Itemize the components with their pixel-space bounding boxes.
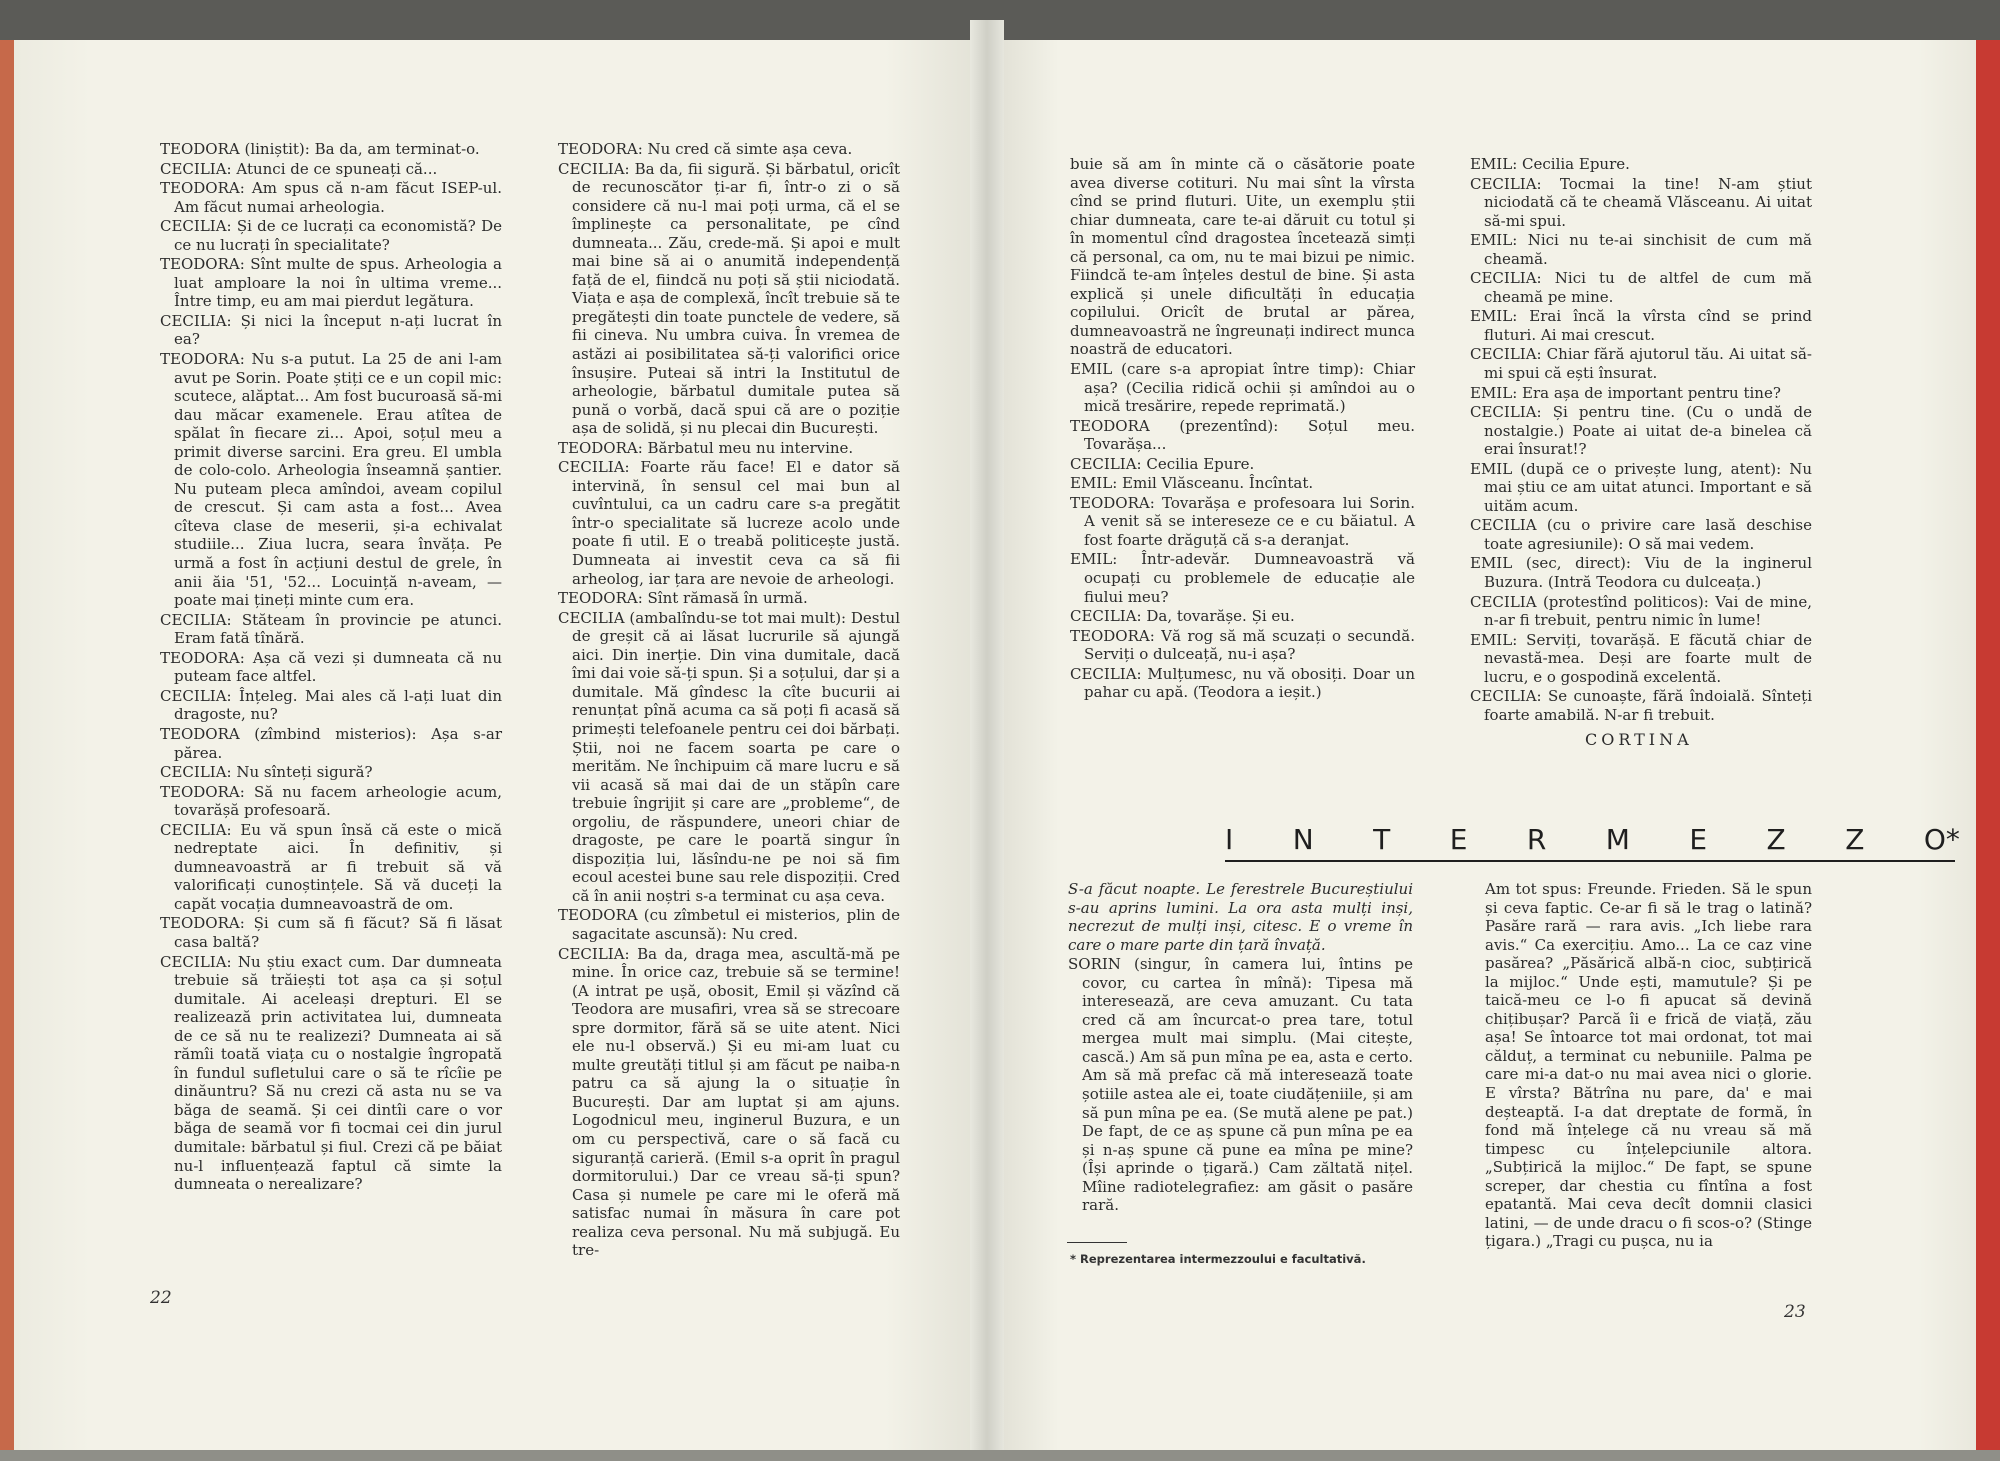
text-paragraph: EMIL: Nici nu te-ai sinchisit de cum mă cheamă. [1470, 231, 1812, 268]
text-paragraph: CECILIA: Nu sînteți sigură? [160, 763, 373, 782]
text-paragraph: TEODORA: Bărbatul meu nu intervine. [558, 438, 854, 457]
text-paragraph: CECILIA: Și pentru tine. (Cu o undă de nostalgie.) Poate ai uitat de-a binelea că erai însurat!? [1470, 403, 1812, 459]
text-paragraph: CECILIA: Nici tu de altfel de cum mă cheamă pe mine. [1470, 269, 1812, 306]
curtain-label: CORTINA [1585, 730, 1693, 749]
text-paragraph: TEODORA: Tovarășa e profesoara lui Sorin. A venit să se intereseze ce e cu băiatul. A fost foarte drăguță că s-a deranjat. [1070, 493, 1415, 549]
text-paragraph: CECILIA: Stăteam în provincie pe atunci. Eram fată tînără. [160, 610, 502, 648]
text-paragraph: TEODORA (zîmbind misterios): Așa s-ar părea. [160, 724, 502, 762]
text-paragraph: CECILIA: Nu știu exact cum. Dar dumneata trebuie să trăiești tot așa ca și soțul dumitale. Ai aceleași drepturi. El se realizează prin activitatea lui, dumneata de ce să nu te realizezi? Dumneata ai să rămîi toată viața cu o nostalgie îngropată în fundul sufletului care o să te rîcîie pe dinăuntru? Să nu crezi că asta nu se va băga de seamă. Și cei dintîi care o vor băga de seamă vor fi tocmai cei din jurul dumitale: bărbatul și fiul. Crezi că pe băiat nu-l influențează faptul că simte la dumneata o nerealizare? [160, 952, 502, 1194]
text-paragraph: EMIL: Cecilia Epure. [1470, 155, 1630, 173]
text-paragraph: CECILIA: Ba da, draga mea, ascultă-mă pe mine. În orice caz, trebuie să se termine! (A intrat pe ușă, obosit, Emil și văzînd că Teodora are musafiri, vrea să se strecoare spre dormitor, fără să se uite atent. Nici ele nu-l observă.) Și eu mi-am luat cu multe greutăți titlul și am făcut pe naiba-n patru ca să ajung la o situație în București. Dar am luptat și am ajuns. Logodnicul meu, inginerul Buzura, e un om cu perspectivă, care o să facă cu siguranță carieră. (Emil s-a oprit în pragul dormitorului.) Dar ce vreau să-ți spun? Casa și numele pe care mi le oferă mă satisfac numai în măsura în care pot realiza ceva personal. Nu mă subjugă. Eu tre- [558, 944, 900, 1260]
text-paragraph: TEODORA: Sînt rămasă în urmă. [558, 589, 808, 608]
text-paragraph: CECILIA: Înțeleg. Mai ales că l-ați luat din dragoste, nu? [160, 686, 502, 724]
text-paragraph: TEODORA: Sînt multe de spus. Arheologia a luat amploare la noi în ultima vreme... Între timp, eu am mai pierdut legătura. [160, 255, 502, 311]
intermezzo-title [1225, 822, 1960, 856]
intermezzo-letter: T [1373, 823, 1391, 856]
intermezzo-letter: M [1605, 823, 1630, 856]
right-cover-edge [1976, 40, 2000, 1450]
text-paragraph: TEODORA (prezentînd): Soțul meu. Tovarășa... [1070, 416, 1415, 454]
text-paragraph: EMIL: Într-adevăr. Dumneavoastră vă ocupați cu problemele de educație ale fiului meu? [1070, 550, 1415, 606]
text-paragraph: TEODORA: Să nu facem arheologie acum, tovarășă profesoară. [160, 782, 502, 820]
text-paragraph: CECILIA: Tocmai la tine! N-am știut niciodată că te cheamă Vlăsceanu. Ai uitat să-mi spui. [1470, 174, 1812, 230]
text-paragraph: EMIL: Serviți, tovarășă. E făcută chiar de nevastă-mea. Deși are foarte mult de lucru, e o gospodină excelentă. [1470, 630, 1812, 686]
text-paragraph: TEODORA: Nu s-a putut. La 25 de ani l-am avut pe Sorin. Poate știți ce e un copil mic: scutece, alăptat... Am fost bucuroasă să-mi dau măcar examenele. Erau atîtea de spălat în fiecare zi... Apoi, soțul meu a primit diverse sarcini. Era greu. El umbla de colo-colo. Arheologia înseamnă șantier. Nu puteam pleca amîndoi, aveam copilul de crescut. Și cam asta a fost... Avea cîteva clase de meserii, și-a echivalat studiile... Ziua lucra, seara învăța. Pe urmă a fost în acțiuni destul de grele, în anii ăia '51, '52... Locuință n-aveam, — poate mai țineți minte cum era. [160, 350, 502, 610]
text-paragraph: S-a făcut noapte. Le ferestrele Bucureștiului s-au aprins lumini. La ora asta mulți inși, necrezut de mulți inși, citesc. E o vreme în care o mare parte din țară învață. [1068, 880, 1413, 954]
intermezzo-letter: O* [1923, 823, 1960, 856]
intermezzo-title-rule [1225, 860, 1955, 862]
text-paragraph: EMIL: Emil Vlăsceanu. Încîntat. [1070, 474, 1314, 493]
text-paragraph: EMIL: Erai încă la vîrsta cînd se prind fluturi. Ai mai crescut. [1470, 307, 1812, 344]
text-paragraph: CECILIA: Da, tovarășe. Și eu. [1070, 607, 1295, 626]
text-paragraph: Am tot spus: Freunde. Frieden. Să le spun și ceva faptic. Ce-ar fi să le trag o latină? Pasăre rară — rara avis. „Ich liebe rara avis.“ Ca exercițiu. Amo... La ce caz vine pasărea? „Păsărică albă-n cioc, subțirică la mijloc.“ Unde ești, mamutule? Și pe taică-meu ce l-o fi apucat să devină chițibușar? Parcă îi e frică de viață, zău așa! Se întoarce tot mai ordonat, tot mai călduț, a terminat cu nebuniile. Palma pe care mi-a dat-o nu mai avea nici o glorie. E vîrsta? Bătrîna nu pare, da' e mai deșteaptă. I-a dat dreptate de formă, în fond mă înțelege că nu vreau să mă timpesc cu înțelepciunile altora. „Subțirică la mijloc.“ De fapt, se spune screper, dar chestia cu fîntîna a fost epatantă. Mai ceva decît domnii clasici latini, — de unde dracu o fi scos-o? (Stinge țigara.) „Tragi cu pușca, nu ia [1485, 880, 1812, 1251]
intermezzo-column-1 [1068, 880, 1413, 1216]
text-paragraph: TEODORA (liniștit): Ba da, am terminat-o. [160, 140, 480, 158]
intermezzo-letter: E [1449, 823, 1468, 856]
left-page-number: 22 [150, 1288, 172, 1308]
footnote-rule [1067, 1242, 1127, 1243]
text-paragraph: CECILIA: Atunci de ce spuneați că... [160, 159, 438, 178]
text-paragraph: CECILIA: Și nici la început n-ați lucrat în ea? [160, 311, 502, 349]
text-paragraph: CECILIA: Eu vă spun însă că este o mică nedreptate aici. În definitiv, și dumneavoastră ar fi trebuit să vă valorificați cunoștințele. Să vă duceți la capăt vocația dumneavoastră de om. [160, 820, 502, 913]
text-paragraph: CECILIA: Chiar fără ajutorul tău. Ai uitat să-mi spui că ești însurat. [1470, 345, 1812, 383]
text-paragraph: EMIL: Era așa de important pentru tine? [1470, 383, 1781, 402]
text-paragraph: EMIL (sec, direct): Viu de la inginerul Buzura. (Intră Teodora cu dulceața.) [1470, 554, 1812, 592]
text-paragraph: TEODORA: Am spus că n-am făcut ISEP-ul. Am făcut numai arheologia. [160, 179, 502, 216]
text-paragraph: CECILIA (cu o privire care lasă deschise toate agresiunile): O să mai vedem. [1470, 516, 1812, 553]
text-paragraph: CECILIA: Cecilia Epure. [1070, 454, 1255, 473]
intermezzo-letter: R [1526, 823, 1547, 856]
text-paragraph: CECILIA: Foarte rău face! El e dator să intervină, în sensul cel mai bun al cuvîntului, ca un cadru care s-a pregătit într-o specialitate să lucreze acolo unde poate fi util. E o treabă politicește justă. Dumneata ai investit ceva ca să fii arheolog, iar țara are nevoie de arheologi. [558, 458, 900, 588]
text-paragraph: TEODORA (cu zîmbetul ei misterios, plin de sagacitate ascunsă): Nu cred. [558, 906, 900, 943]
text-paragraph: TEODORA: Și cum să fi făcut? Să fi lăsat casa baltă? [160, 914, 502, 951]
text-paragraph: CECILIA (ambalîndu-se tot mai mult): Destul de greșit că ai lăsat lucrurile să ajungă aici. Din inerție. Din vina dumitale, dacă îmi dai voie să-ți spun. Și a soțului, dar și a dumitale. Mă gîndesc la cîte bucurii ai renunțat pînă acuma ca să poți fi acasă să primești telefoanele pentru cei doi bărbați. Știi, noi ne facem soarta pe care o merităm. Ne închipuim că mare lucru e să vii acasă să mai dai de un stăpîn care trebuie îngrijit și care are „probleme“, de orgoliu, de răspundere, uneori chiar de dragoste, pe care le poartă singur în dispoziția lui, lăsîndu-ne pe noi să fim ecoul acestei bune sau rele dispoziții. Cred că în anii noștri s-a terminat cu așa ceva. [558, 608, 900, 905]
right-page-column-2 [1470, 155, 1812, 725]
text-paragraph: TEODORA: Vă rog să mă scuzați o secundă. Serviți o dulceață, nu-i așa? [1070, 626, 1415, 664]
right-page-column-1 [1070, 155, 1415, 703]
left-page-column-1 [160, 140, 502, 1195]
intermezzo-letter: E [1689, 823, 1708, 856]
text-paragraph: CECILIA: Mulțumesc, nu vă obosiți. Doar un pahar cu apă. (Teodora a ieșit.) [1070, 664, 1415, 702]
intermezzo-letter: N [1292, 823, 1314, 856]
text-paragraph: EMIL (care s-a apropiat între timp): Chiar așa? (Cecilia ridică ochii și amîndoi au o mică tresărire, repede reprimată.) [1070, 360, 1415, 416]
book-spine [970, 20, 1004, 1450]
text-paragraph: buie să am în minte că o căsătorie poate avea diverse cotituri. Nu mai sînt la vîrsta cînd se prind fluturi. Uite, un exemplu știi chiar dumneata, care te-ai dăruit cu totul și în momentul cînd dragostea încetează simți că personal, ca om, nu te mai bizui pe nimic. Fiindcă te-am înțeles destul de bine. Și asta explică și unele dificultăți în educația copilului. Oricît de brutal ar părea, dumneavoastră ne îngreunați indirect munca noastră de educatori. [1070, 155, 1415, 359]
text-paragraph: CECILIA: Se cunoaște, fără îndoială. Sînteți foarte amabilă. N-ar fi trebuit. [1470, 687, 1812, 724]
text-paragraph: TEODORA: Așa că vezi și dumneata că nu puteam face altfel. [160, 648, 502, 686]
text-paragraph: TEODORA: Nu cred că simte așa ceva. [558, 140, 853, 158]
text-paragraph: EMIL (după ce o privește lung, atent): Nu mai știu ce am uitat atunci. Important e să uităm acum. [1470, 459, 1812, 515]
intermezzo-letter: Z [1766, 823, 1786, 856]
text-paragraph: SORIN (singur, în camera lui, întins pe covor, cu cartea în mînă): Tipesa mă interesează, are ceva amuzant. Cu tata cred că am încurcat-o prea tare, totul mergea mult mai simplu. (Mai citește, cască.) Am să pun mîna pe ea, asta e certo. Am să mă prefac că mă interesează toate șotiile astea ale ei, toate ciudățeniile, și am să pun mîna pe ea. (Se mută alene pe pat.) De fapt, de ce aș spune că pun mîna pe ea și n-aș spune că pune ea mîna pe mine? (Își aprinde o țigară.) Cam zăltată nițel. Mîine radiotelegrafiez: am găsit o pasăre rară. [1068, 955, 1413, 1215]
text-paragraph: CECILIA (protestînd politicos): Vai de mine, n-ar fi trebuit, pentru nimic în lume! [1470, 592, 1812, 630]
intermezzo-letter: Z [1845, 823, 1865, 856]
footnote: * Reprezentarea intermezzoului e facultativă. [1070, 1252, 1366, 1266]
right-page-number: 23 [1784, 1302, 1806, 1322]
left-page-column-2 [558, 140, 900, 1261]
text-paragraph: CECILIA: Și de ce lucrați ca economistă? De ce nu lucrați în specialitate? [160, 217, 502, 254]
intermezzo-column-2 [1485, 880, 1812, 1252]
intermezzo-letter: I [1225, 823, 1234, 856]
left-cover-edge [0, 40, 14, 1450]
text-paragraph: CECILIA: Ba da, fii sigură. Și bărbatul, oricît de recunoscător ți-ar fi, într-o zi o să considere că nu-l mai poți urma, că el se împlinește ca personalitate, pe cînd dumneata... Zău, crede-mă. Și apoi e mult mai bine să ai o anumită independență față de el, fiindcă nu poți să știi niciodată. Viața e așa de complexă, încît trebuie să te pregătești din toate punctele de vedere, să fii cineva. Nu umbra cuiva. În vremea de astăzi ai posibilitatea să-ți valorifici orice însușire. Puteai să intri la Institutul de arheologie, bărbatul dumitale putea să pună o vorbă, dacă spui că are o poziție așa de solidă, și nu plecai din București. [558, 159, 900, 438]
